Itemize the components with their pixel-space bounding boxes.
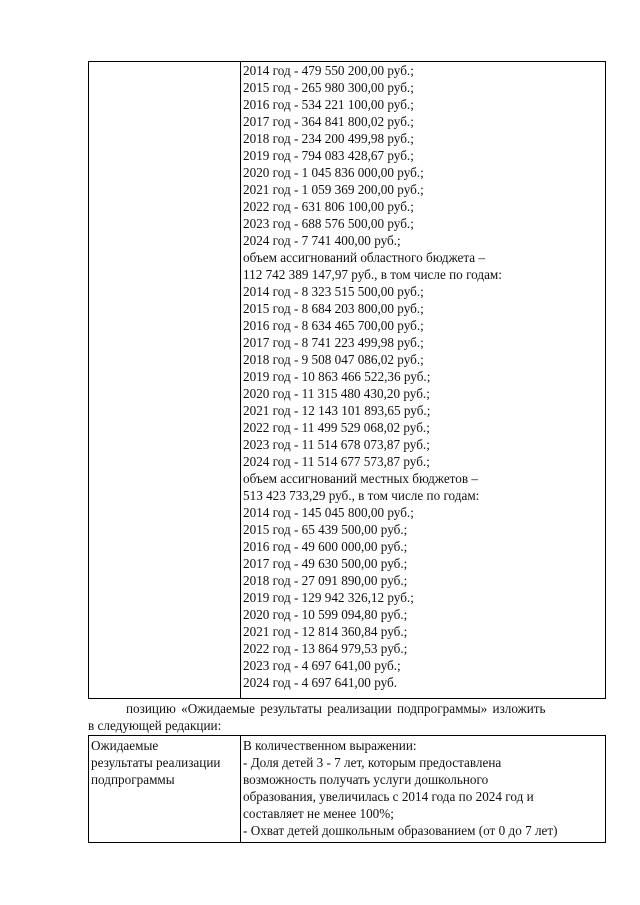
funding-line: 2018 год - 234 200 499,98 руб.; [243,131,414,146]
funding-table [88,61,606,699]
funding-line: 2022 год - 13 864 979,53 руб.; [243,641,408,656]
results-value-line: образования, увеличилась с 2014 года по 2024 год и [243,789,534,804]
funding-line: 2017 год - 364 841 800,02 руб.; [243,114,414,129]
results-value-line: составляет не менее 100%; [243,806,394,821]
funding-line: 2019 год - 794 083 428,67 руб.; [243,148,414,163]
funding-line: 2021 год - 12 143 101 893,65 руб.; [243,403,431,418]
funding-line: 2022 год - 631 806 100,00 руб.; [243,199,414,214]
results-table [88,735,606,843]
funding-line: 2014 год - 479 550 200,00 руб.; [243,63,414,78]
results-value-line: В количественном выражении: [243,738,417,753]
funding-line: 2021 год - 12 814 360,84 руб.; [243,624,408,639]
column-divider [240,62,241,698]
results-value-line: - Доля детей 3 - 7 лет, которым предоставлена [243,755,502,770]
funding-line: 2024 год - 7 741 400,00 руб.; [243,233,401,248]
funding-line: 2017 год - 49 630 500,00 руб.; [243,556,408,571]
funding-line: 2016 год - 534 221 100,00 руб.; [243,97,414,112]
instruction-paragraph-line2: в следующей редакции: [88,718,222,733]
funding-line: 2019 год - 10 863 466 522,36 руб.; [243,369,431,384]
funding-line: объем ассигнований областного бюджета – [243,250,486,265]
funding-line: 2023 год - 4 697 641,00 руб.; [243,658,401,673]
funding-line: 2014 год - 8 323 515 500,00 руб.; [243,284,424,299]
funding-line: 2024 год - 4 697 641,00 руб. [243,675,398,690]
funding-line: 2015 год - 65 439 500,00 руб.; [243,522,408,537]
funding-line: 2021 год - 1 059 369 200,00 руб.; [243,182,424,197]
funding-line: 2019 год - 129 942 326,12 руб.; [243,590,414,605]
funding-line: 2018 год - 27 091 890,00 руб.; [243,573,408,588]
results-label-line: Ожидаемые [91,738,159,753]
funding-line: 2022 год - 11 499 529 068,02 руб.; [243,420,430,435]
funding-line: 2023 год - 11 514 678 073,87 руб.; [243,437,430,452]
funding-line: 2018 год - 9 508 047 086,02 руб.; [243,352,424,367]
results-value-line: возможность получать услуги дошкольного [243,772,489,787]
instruction-paragraph-line1: позицию «Ожидаемые результаты реализации подпрограммы» изложить [126,701,546,716]
funding-line: 2017 год - 8 741 223 499,98 руб.; [243,335,424,350]
funding-line: 2016 год - 49 600 000,00 руб.; [243,539,408,554]
results-label-cell [91,737,241,788]
funding-line: 112 742 389 147,97 руб., в том числе по годам: [243,267,502,282]
results-label-line: подпрограммы [91,772,175,787]
results-value-cell [243,737,603,839]
results-value-line: - Охват детей дошкольным образованием (от 0 до 7 лет) [243,823,558,838]
funding-line: 513 423 733,29 руб., в том числе по годам: [243,488,480,503]
funding-line: 2014 год - 145 045 800,00 руб.; [243,505,414,520]
funding-line: 2016 год - 8 634 465 700,00 руб.; [243,318,424,333]
funding-line: 2020 год - 11 315 480 430,20 руб.; [243,386,430,401]
funding-line: 2023 год - 688 576 500,00 руб.; [243,216,414,231]
funding-line: 2015 год - 8 684 203 800,00 руб.; [243,301,424,316]
funding-line: 2024 год - 11 514 677 573,87 руб.; [243,454,430,469]
funding-line: объем ассигнований местных бюджетов – [243,471,478,486]
results-label-line: результаты реализации [91,755,221,770]
funding-cell [243,62,603,691]
funding-line: 2020 год - 1 045 836 000,00 руб.; [243,165,424,180]
funding-line: 2020 год - 10 599 094,80 руб.; [243,607,408,622]
funding-line: 2015 год - 265 980 300,00 руб.; [243,80,414,95]
